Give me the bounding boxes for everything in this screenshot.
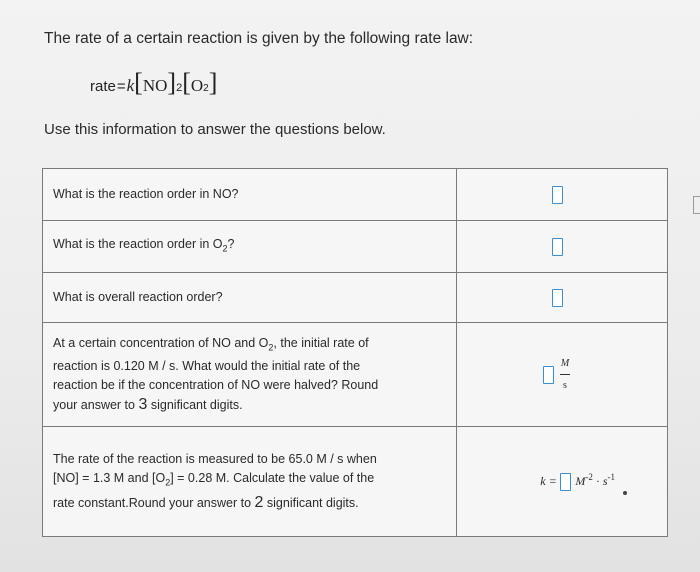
rate-equals: =: [116, 78, 126, 95]
question-overall-order: What is overall reaction order?: [43, 273, 457, 323]
o2-subscript: 2: [203, 83, 209, 94]
species-no: NO: [142, 76, 168, 95]
answer-rate-constant-input[interactable]: [560, 473, 571, 491]
instructions-text: Use this information to answer the questions below.: [44, 121, 386, 138]
answer-overall-order-input[interactable]: [552, 289, 563, 307]
bullet-dot: [623, 491, 627, 495]
table-row: [43, 323, 668, 427]
question-rate-constant: The rate of the reaction is measured to be 65.0 M / s when [NO] = 1.3 M and $[O_2] = 0.28$ M. Calculate the value of the rate constant.Round your answer to 2 significant digits.: [43, 427, 457, 537]
rate-unit-fraction: $\frac{M}{s}$: [560, 358, 570, 391]
no-exponent: 2: [176, 82, 183, 94]
table-row: [43, 169, 668, 221]
rate-constant-expression: k = M $^{-2}$ · s $^{-1}$: [457, 472, 667, 491]
offscreen-element-edge: [693, 196, 700, 214]
table-row: [43, 427, 668, 537]
answer-order-o2-input[interactable]: [552, 238, 563, 256]
question-order-no: What is the reaction order in NO?: [43, 169, 457, 221]
question-order-o2: What is the reaction order in $O_2$?: [43, 221, 457, 273]
answer-order-no-input[interactable]: [552, 186, 563, 204]
table-row: [43, 273, 668, 323]
table-row: [43, 221, 668, 273]
answer-halved-rate-input[interactable]: [543, 366, 554, 384]
question-halved-rate: At a certain concentration of NO and $O_2$, the initial rate of reaction is 0.120 M / s. What would the initial rate of the reaction be if the concentration of NO were halved? Round your answer to 3 significant digits.: [43, 323, 457, 427]
rate-constant-symbol: k: [126, 76, 135, 95]
intro-text: The rate of a certain reaction is given by the following rate law:: [44, 30, 474, 47]
rate-label: rate: [90, 78, 116, 95]
questions-table: [42, 168, 668, 537]
rate-law-formula: rate = k [ NO ] $_2$ [ O 2 ]: [90, 68, 218, 97]
species-o2: O: [190, 76, 204, 95]
